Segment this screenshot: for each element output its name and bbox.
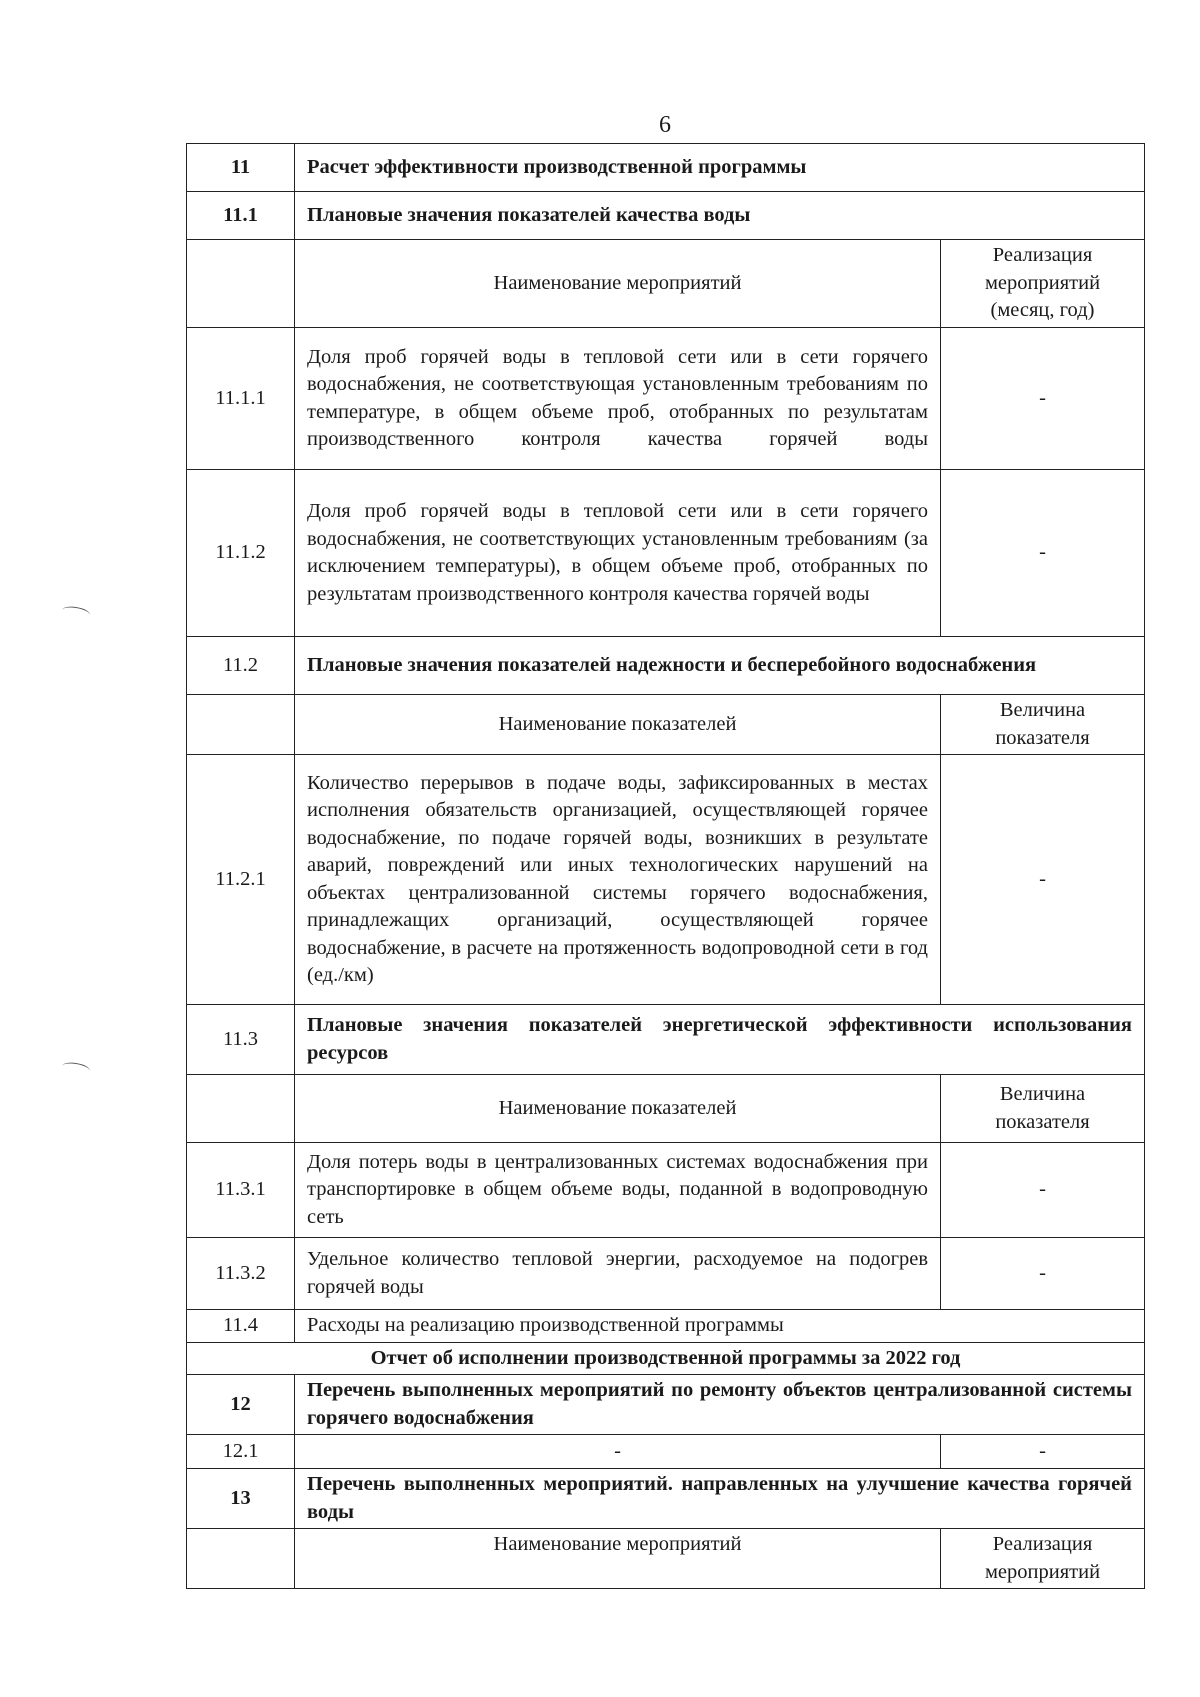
row-number: 11.3.1 xyxy=(187,1143,295,1238)
section-title: Перечень выполненных мероприятий по ремонту объектов централизованной системы горячего водоснабжения xyxy=(295,1375,1145,1435)
indicator-text: Доля проб горячей воды в тепловой сети или в сети горячего водоснабжения, не соответствующая установленным требованиям по температуре, в общем объеме проб, отобранных по результатам производственного контроля качества горячей воды xyxy=(295,328,941,470)
expense-row xyxy=(187,1310,1145,1343)
indicator-text: Количество перерывов в подаче воды, зафиксированных в местах исполнения обязательств организацией, осуществляющей горячее водоснабжение, по подаче горячей воды, возникших в результате аварий, повреждений или иных технологических нарушений на объектах централизованной системы горячего водоснабжения, принадлежащих организаций, осуществляющей горячее водоснабжение, в расчете на протяженность водопроводной сети в год (ед./км) xyxy=(295,755,941,1005)
column-header-row xyxy=(187,1075,1145,1143)
row-number: 11.3 xyxy=(187,1005,295,1075)
section-row xyxy=(187,144,1145,192)
indicator-text: - xyxy=(295,1435,941,1469)
indicator-row xyxy=(187,470,1145,637)
empty-cell xyxy=(187,1529,295,1589)
column-header-row xyxy=(187,695,1145,755)
row-number: 11 xyxy=(187,144,295,192)
indicator-row xyxy=(187,1143,1145,1238)
column-header-value: Величина показателя xyxy=(941,1075,1145,1143)
section-row xyxy=(187,192,1145,240)
indicator-row xyxy=(187,328,1145,470)
program-table xyxy=(186,143,1145,1589)
row-number: 11.1 xyxy=(187,192,295,240)
report-title-row xyxy=(187,1342,1145,1375)
indicator-row xyxy=(187,1238,1145,1310)
column-header-name: Наименование мероприятий xyxy=(295,240,941,328)
row-number: 12.1 xyxy=(187,1435,295,1469)
section-row xyxy=(187,1469,1145,1529)
column-header-row xyxy=(187,1529,1145,1589)
page-number: 6 xyxy=(659,112,671,138)
indicator-value: - xyxy=(941,1435,1145,1469)
indicator-row xyxy=(187,755,1145,1005)
column-header-name: Наименование мероприятий xyxy=(295,1529,941,1589)
indicator-value: - xyxy=(941,1238,1145,1310)
row-number: 11.1.1 xyxy=(187,328,295,470)
report-title: Отчет об исполнении производственной программы за 2022 год xyxy=(187,1342,1145,1375)
section-title: Плановые значения показателей качества воды xyxy=(295,192,1145,240)
scan-artifact-mark xyxy=(61,1061,90,1077)
section-title: Перечень выполненных мероприятий. направленных на улучшение качества горячей воды xyxy=(295,1469,1145,1529)
indicator-value: - xyxy=(941,328,1145,470)
indicator-value: - xyxy=(941,755,1145,1005)
row-number: 11.1.2 xyxy=(187,470,295,637)
column-header-name: Наименование показателей xyxy=(295,1075,941,1143)
section-row xyxy=(187,1005,1145,1075)
row-number: 12 xyxy=(187,1375,295,1435)
section-row xyxy=(187,1375,1145,1435)
indicator-text: Удельное количество тепловой энергии, расходуемое на подогрев горячей воды xyxy=(295,1238,941,1310)
column-header-row xyxy=(187,240,1145,328)
row-number: 11.4 xyxy=(187,1310,295,1343)
indicator-row xyxy=(187,1435,1145,1469)
indicator-value: - xyxy=(941,470,1145,637)
scan-artifact-mark xyxy=(61,605,90,621)
indicator-text: Доля проб горячей воды в тепловой сети или в сети горячего водоснабжения, не соответствующих установленным требованиям (за исключением температуры), в общем объеме проб, отобранных по результатам производственного контроля качества горячей воды xyxy=(295,470,941,637)
column-header-value: Реализация мероприятий (месяц, год) xyxy=(941,240,1145,328)
row-number: 13 xyxy=(187,1469,295,1529)
empty-cell xyxy=(187,695,295,755)
indicator-text: Доля потерь воды в централизованных системах водоснабжения при транспортировке в общем объеме воды, поданной в водопроводную сеть xyxy=(295,1143,941,1238)
empty-cell xyxy=(187,240,295,328)
row-number: 11.2.1 xyxy=(187,755,295,1005)
indicator-value: - xyxy=(941,1143,1145,1238)
row-text: Расходы на реализацию производственной программы xyxy=(295,1310,1145,1343)
column-header-name: Наименование показателей xyxy=(295,695,941,755)
section-row xyxy=(187,637,1145,695)
section-title: Плановые значения показателей надежности и бесперебойного водоснабжения xyxy=(295,637,1145,695)
row-number: 11.2 xyxy=(187,637,295,695)
empty-cell xyxy=(187,1075,295,1143)
section-title: Расчет эффективности производственной программы xyxy=(295,144,1145,192)
row-number: 11.3.2 xyxy=(187,1238,295,1310)
column-header-value: Реализация мероприятий xyxy=(941,1529,1145,1589)
column-header-value: Величина показателя xyxy=(941,695,1145,755)
section-title: Плановые значения показателей энергетической эффективности использования ресурсов xyxy=(295,1005,1145,1075)
